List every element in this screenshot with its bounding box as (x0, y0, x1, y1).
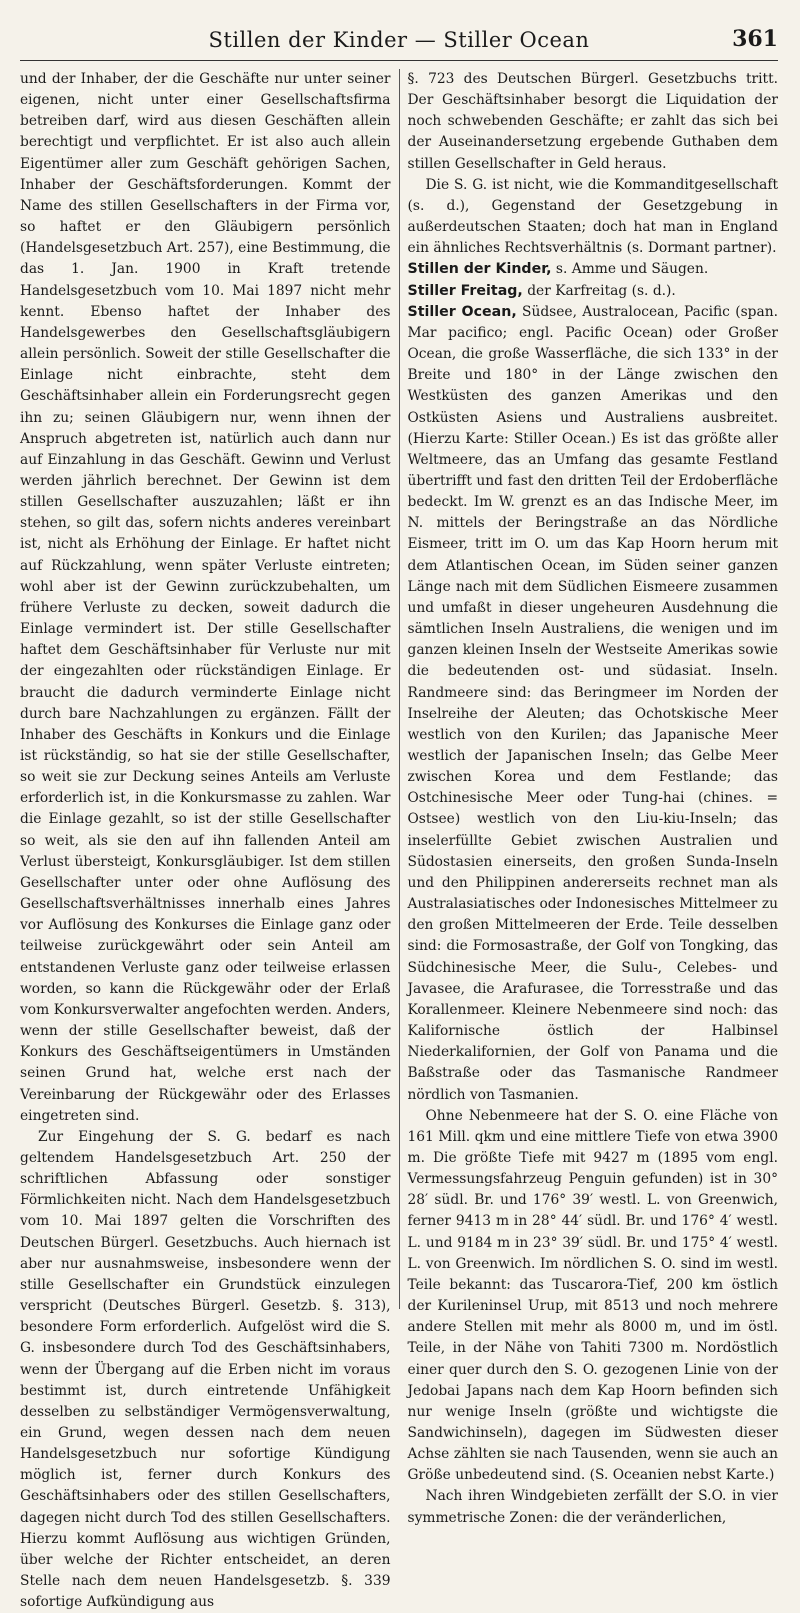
left-column (20, 69, 391, 1611)
paragraph: Die S. G. ist nicht, wie die Kommanditgesellschaft (s. d.), Gegenstand der Gesetzgebung in außerdeutschen Staaten; doch hat man in England ein ähnliches Rechtsverhältnis (s. Dormant partner). (407, 176, 778, 257)
page-header (20, 26, 778, 61)
paragraph: Nach ihren Windgebieten zerfällt der S.O. in vier symmetrische Zonen: die der veränderlichen, (407, 1488, 778, 1526)
entry-headword: Stillen der Kinder, (407, 261, 552, 278)
right-column (407, 69, 779, 1526)
page-number: 361 (732, 26, 778, 52)
text-columns (20, 69, 778, 1611)
running-title: Stillen der Kinder — Stiller Ocean (208, 28, 590, 52)
paragraph: Zur Eingehung der S. G. bedarf es nach geltendem Handelsgesetzbuch Art. 250 der schriftlichen Abfassung oder sonstiger Förmlichkeiten nicht. Nach dem Handelsgesetzbuch vom 10. Mai 1897 gelten die Vorschriften des Deutschen Bürgerl. Gesetzbuchs. Auch hiernach ist aber nur ausnahmsweise, insbesondere wenn der stille Gesellschafter ein Grundstück einzulegen verspricht (Deutsches Bürgerl. Gesetzb. §. 313), besondere Form erforderlich. Aufgelöst wird die S. G. insbesondere durch Tod des Geschäftsinhabers, wenn der Übergang auf die Erben nicht im voraus bestimmt ist, durch eintretende Unfähigkeit desselben zu selbständiger Vermögensverwaltung, ein Grund, wegen dessen nach dem neuen Handelsgesetzbuch nur sofortige Kündigung möglich ist, ferner durch Konkurs des Geschäftsinhabers oder des stillen Gesellschafters, dagegen nicht durch Tod des stillen Gesellschafters. Hierzu kommt Auflösung aus wichtigen Gründen, über welche der Richter entscheidet, an deren Stelle nach dem neuen Handelsgesetzb. §. 339 sofortige Aufkündigung aus (20, 1128, 391, 1611)
entry-text: der Karfreitag (s. d.). (522, 282, 676, 299)
entry-text: Südsee, Australocean, Pacific (span. Mar pacifico; engl. Pacific Ocean) oder Großer Ocean, die große Wasserfläche, die sich 133° in der Breite und 180° in der Länge zwischen den Westküsten des ganzen Amerikas und den Ostküsten Asiens und Australiens ausbreitet. (Hierzu Karte: Stiller Ocean.) Es ist das größte aller Weltmeere, das an Umfang das gesamte Festland übertrifft und fast den dritten Teil der Erdoberfläche bedeckt. Im W. grenzt es an das Indische Meer, im N. mittels der Beringstraße an das Nördliche Eismeer, tritt im O. um das Kap Hoorn herum mit dem Atlantischen Ocean, im Süden seiner ganzen Länge nach mit dem Südlichen Eismeere zusammen und umfaßt in dieser ungeheuren Ausdehnung die sämtlichen Inseln Australiens, die wenigen und im ganzen kleinen Inseln der Westseite Amerikas sowie die bedeutenden ost- und südasiat. Inseln. Randmeere sind: das Beringmeer im Norden der Inselreihe der Aleuten; das Ochotskische Meer westlich von den Kurilen; das Japanische Meer westlich der Japanischen Inseln; das Gelbe Meer zwischen Korea und dem Festlande; das Ostchinesische Meer oder Tung-hai (chines. = Ostsee) westlich von den Liu-kiu-Inseln; das inselerfüllte Gebiet zwischen Australien und Südostasien einerseits, den großen Sunda-Inseln und den Philippinen andererseits rechnet man als Australasiatisches oder Indonesisches Mittelmeer zu den großen Mittelmeeren der Erde. Teile desselben sind: die Formosastraße, der Golf von Tongking, das Südchinesische Meer, die Sulu-, Celebes- und Javasee, die Arafurasee, die Torresstraße und das Korallenmeer. Kleinere Nebenmeere sind noch: das Kalifornische östlich der Halbinsel Niederkalifornien, der Golf von Panama und die Baßstraße oder das Tasmanische Randmeer nördlich von Tasmanien. (407, 303, 778, 1103)
entry-text: s. Amme und Säugen. (551, 261, 709, 278)
entry-headword: Stiller Ocean, (407, 303, 517, 320)
paragraph: und der Inhaber, der die Geschäfte nur unter seiner eigenen, nicht unter einer Gesellschaftsfirma betreiben darf, wird aus diesen Geschäften allein berechtigt und verpflichtet. Er ist also auch allein Eigentümer aller zum Geschäft gehörigen Sachen, Inhaber der Geschäftsforderungen. Kommt der Name des stillen Gesellschafters in der Firma vor, so haftet er den Gläubigern persönlich (Handelsgesetzbuch Art. 257), eine Bestimmung, die das 1. Jan. 1900 in Kraft tretende Handelsgesetzbuch vom 10. Mai 1897 nicht mehr kennt. Ebenso haftet der Inhaber des Handelsgewerbes den Gesellschaftsgläubigern allein persönlich. Soweit der stille Gesellschafter die Einlage nicht einbrachte, steht dem Geschäftsinhaber allein ein Forderungsrecht gegen ihn zu; seinen Gläubigern nur, wenn ihnen der Anspruch abgetreten ist, natürlich auch dann nur auf Einzahlung in das Geschäft. Gewinn und Verlust werden jährlich berechnet. Der Gewinn ist dem stillen Gesellschafter auszuzahlen; läßt er ihn stehen, so gilt das, sofern nichts anderes vereinbart ist, nicht als Erhöhung der Einlage. Er haftet nicht auf Rückzahlung, wenn später Verluste eintreten; wohl aber ist der Gewinn zurückzubehalten, um frühere Verluste zu decken, soweit dadurch die Einlage vermindert ist. Der stille Gesellschafter haftet dem Geschäftsinhaber für Verluste nur mit der eingezahlten oder rückständigen Einlage. Er braucht die dadurch verminderte Einlage nicht durch bare Nachzahlungen zu ergänzen. Fällt der Inhaber des Geschäfts in Konkurs und die Einlage ist rückständig, so hat sie der stille Gesellschafter, so weit sie zur Deckung seines Anteils am Verluste erforderlich ist, in die Konkursmasse zu zahlen. War die Einlage gezahlt, so ist der stille Gesellschafter so weit, als sie den auf ihn fallenden Anteil am Verlust übersteigt, Konkursgläubiger. Ist dem stillen Gesellschafter unter oder ohne Auflösung des Gesellschaftsverhältnisses innerhalb eines Jahres vor Auflösung des Konkurses die Einlage ganz oder teilweise zurückgewährt oder sein Anteil am entstandenen Verluste ganz oder teilweise erlassen worden, so kann die Rückgewähr oder der Erlaß vom Konkursverwalter angefochten werden. Anders, wenn der stille Gesellschafter beweist, daß der Konkurs des Geschäftseigentümers in Umständen seinen Grund hat, welche erst nach der Vereinbarung der Rückgewähr oder des Erlasses eingetreten sind. (20, 71, 391, 1124)
paragraph: Ohne Nebenmeere hat der S. O. eine Fläche von 161 Mill. qkm und eine mittlere Tiefe von etwa 3900 m. Die größte Tiefe mit 9427 m (1895 vom engl. Vermessungsfahrzeug Penguin gefunden) ist in 30° 28′ südl. Br. und 176° 39′ westl. L. von Greenwich, ferner 9413 m in 28° 44′ südl. Br. und 176° 4′ westl. L. und 9184 m in 23° 39′ südl. Br. und 175° 4′ westl. L. von Greenwich. Im nördlichen S. O. sind im westl. Teile bekannt: das Tuscarora-Tief, 200 km östlich der Kurileninsel Urup, mit 8513 und noch mehrere andere Stellen mit mehr als 8000 m, und im östl. Teile, in der Nähe von Tahiti 7300 m. Nordöstlich einer quer durch den S. O. gezogenen Linie von der Jedobai Japans nach dem Kap Hoorn befinden sich nur wenige Inseln (größte und wichtigste die Sandwichinseln), dagegen im Südwesten dieser Achse zählten sie nach Tausenden, wenn sie auch an Größe unbedeutend sind. (S. Oceanien nebst Karte.) (407, 1107, 778, 1484)
entry-headword: Stiller Freitag, (407, 282, 523, 299)
column-divider (399, 69, 400, 1309)
entry-stiller-ocean (408, 302, 779, 1106)
paragraph: §. 723 des Deutschen Bürgerl. Gesetzbuchs tritt. Der Geschäftsinhaber besorgt die Liquidation der noch schwebenden Geschäfte; er zahlt das sich bei der Auseinandersetzung ergebende Guthaben dem stillen Gesellschafter in Geld heraus. (407, 71, 778, 172)
entry-stillen-der-kinder (408, 259, 779, 280)
entry-stiller-freitag (408, 281, 779, 302)
